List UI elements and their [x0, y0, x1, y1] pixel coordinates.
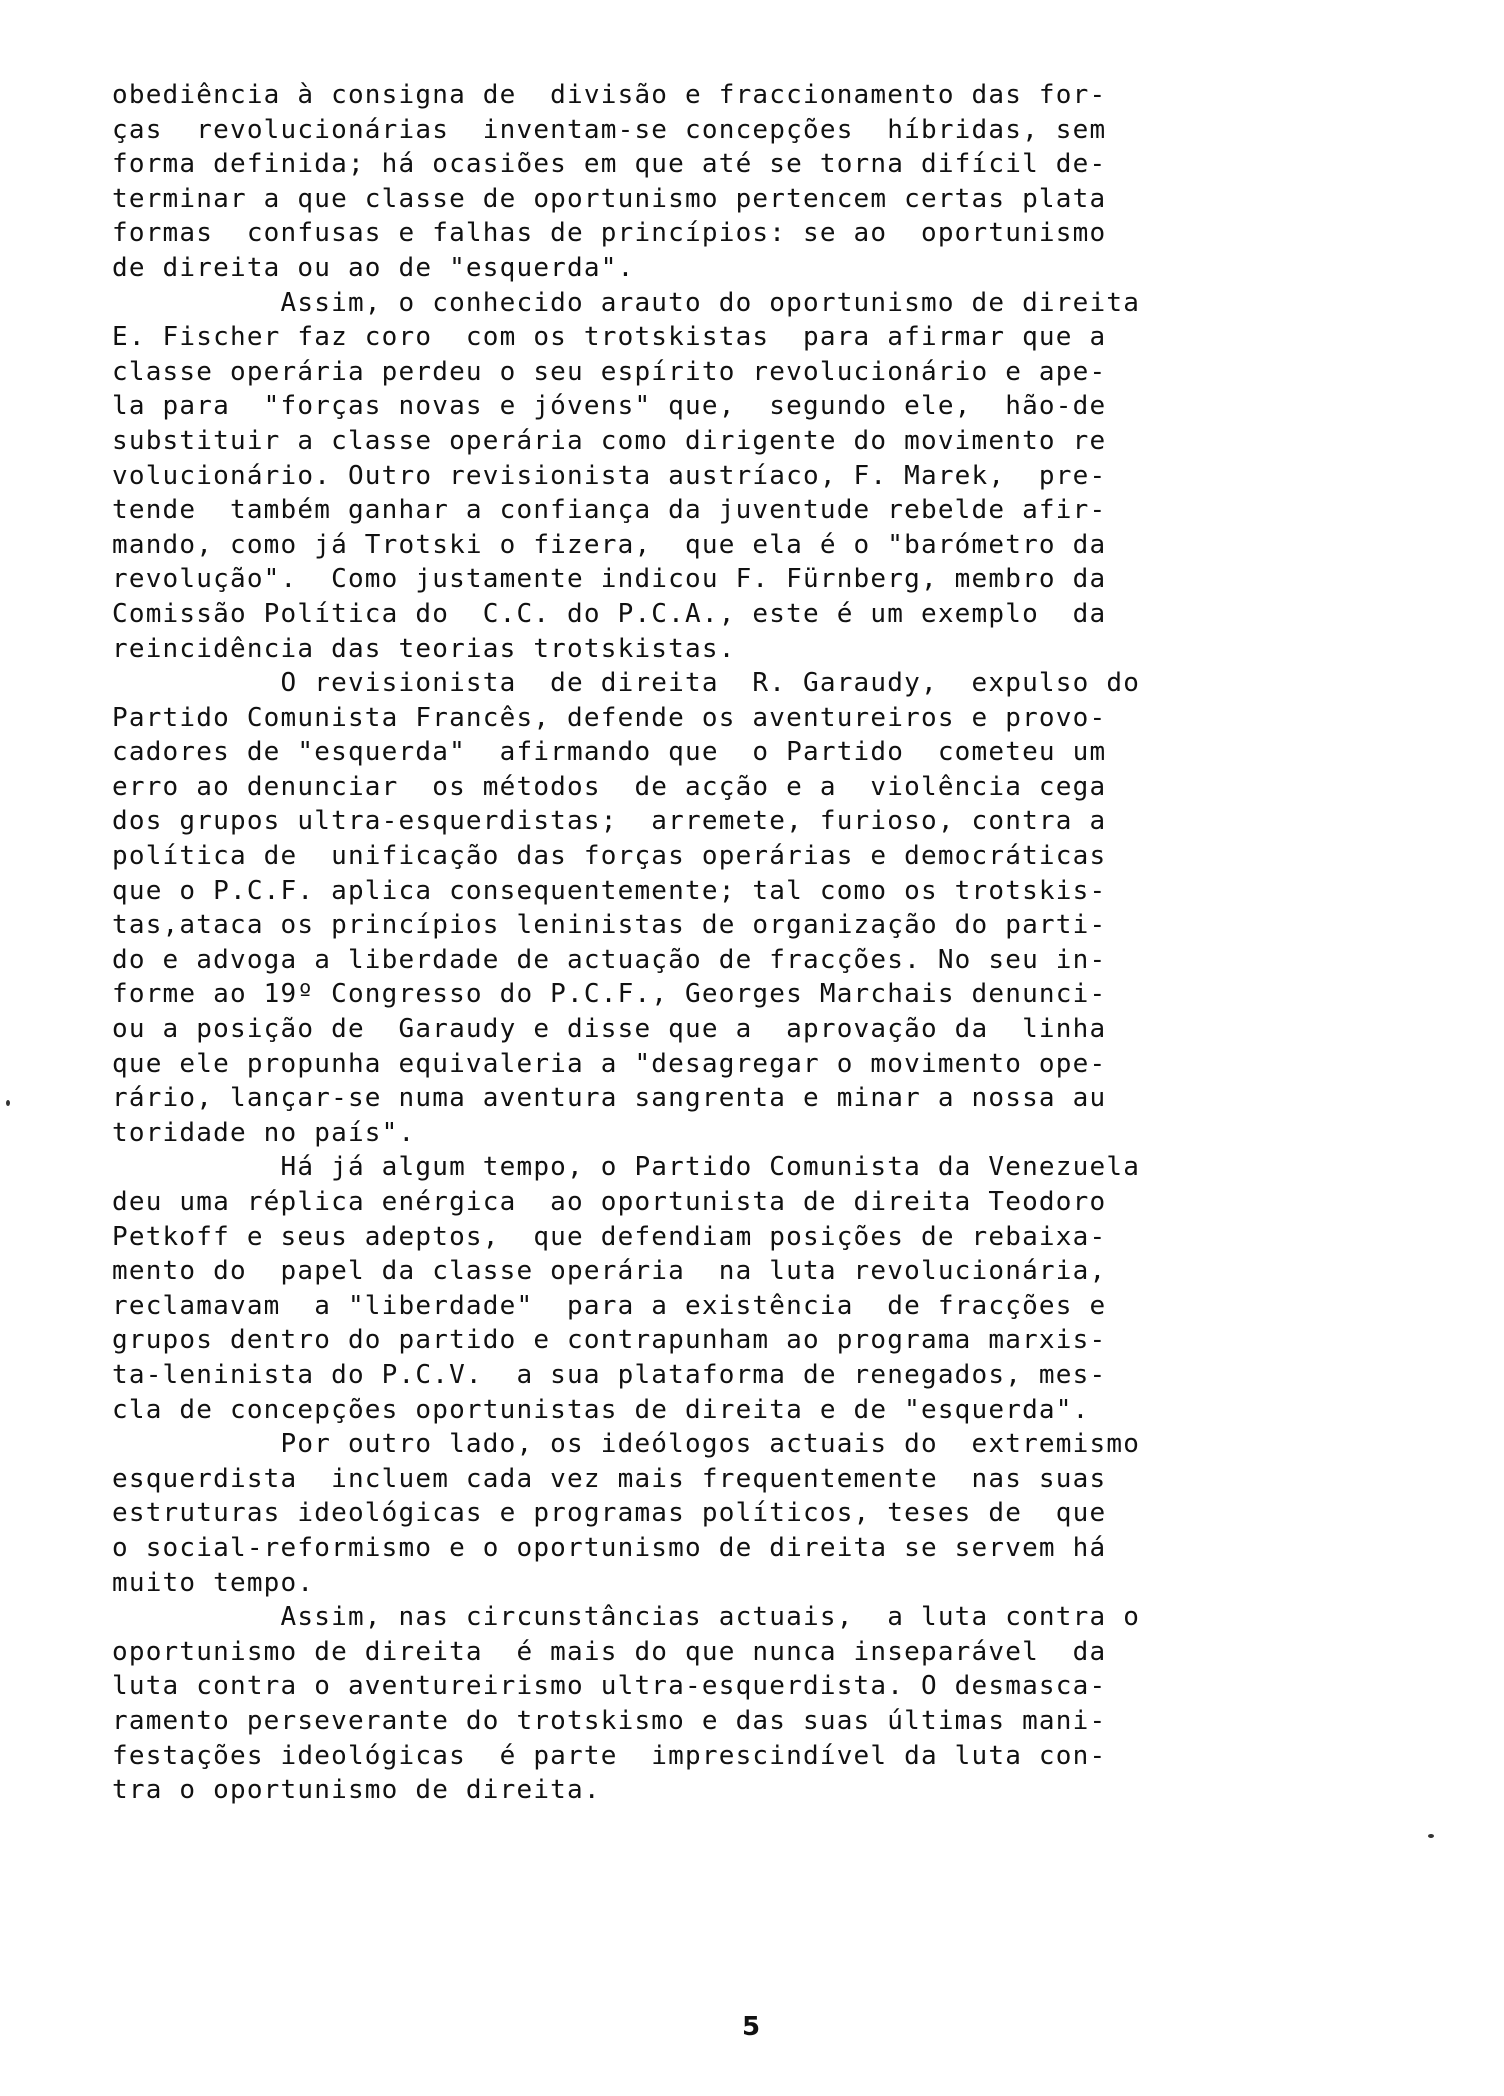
text-line: de direita ou ao de "esquerda". — [112, 252, 635, 283]
text-line: que ele propunha equivaleria a "desagregar o movimento ope- — [112, 1048, 1107, 1079]
text-line: ças revolucionárias inventam-se concepções híbridas, sem — [112, 114, 1107, 145]
text-line: forma definida; há ocasiões em que até se torna difícil de- — [112, 149, 1107, 180]
text-line: ou a posição de Garaudy e disse que a aprovação da linha — [112, 1014, 1107, 1045]
text-line: Por outro lado, os ideólogos actuais do extremismo — [112, 1429, 1141, 1460]
text-line: reclamavam a "liberdade" para a existência de fracções e — [112, 1290, 1107, 1321]
text-line: formas confusas e falhas de princípios: se ao oportunismo — [112, 218, 1107, 249]
text-line: terminar a que classe de oportunismo pertencem certas plata — [112, 183, 1107, 214]
text-line: cadores de "esquerda" afirmando que o Partido cometeu um — [112, 737, 1107, 768]
text-line: volucionário. Outro revisionista austríaco, F. Marek, pre- — [112, 460, 1107, 491]
text-line: forme ao 19º Congresso do P.C.F., Georges Marchais denunci- — [112, 979, 1107, 1010]
text-line: classe operária perdeu o seu espírito revolucionário e ape- — [112, 356, 1107, 387]
page-number: 5 — [742, 2012, 761, 2042]
scan-speck — [6, 1100, 10, 1106]
text-line: tas,ataca os princípios leninistas de organização do parti- — [112, 910, 1107, 941]
text-line: mando, como já Trotski o fizera, que ela é o "barómetro da — [112, 529, 1107, 560]
text-line: estruturas ideológicas e programas políticos, teses de que — [112, 1498, 1107, 1529]
text-line: obediência à consigna de divisão e fraccionamento das for- — [112, 80, 1107, 110]
text-line: Petkoff e seus adeptos, que defendiam posições de rebaixa- — [112, 1221, 1107, 1252]
text-line: tende também ganhar a confiança da juventude rebelde afir- — [112, 495, 1107, 526]
text-line: ramento perseverante do trotskismo e das suas últimas mani- — [112, 1705, 1107, 1736]
text-line: Partido Comunista Francês, defende os aventureiros e provo- — [112, 702, 1107, 733]
text-line: oportunismo de direita é mais do que nunca inseparável da — [112, 1636, 1107, 1667]
text-line: Assim, o conhecido arauto do oportunismo de direita — [112, 287, 1141, 318]
text-line: Assim, nas circunstâncias actuais, a luta contra o — [112, 1602, 1141, 1633]
text-line: esquerdista incluem cada vez mais frequentemente nas suas — [112, 1463, 1107, 1494]
text-line: grupos dentro do partido e contrapunham ao programa marxis- — [112, 1325, 1107, 1356]
text-line: o social-reformismo e o oportunismo de direita se servem há — [112, 1532, 1107, 1563]
body-text — [112, 78, 1382, 1808]
text-line: rário, lançar-se numa aventura sangrenta e minar a nossa au — [112, 1083, 1107, 1114]
text-line: deu uma réplica enérgica ao oportunista de direita Teodoro — [112, 1187, 1107, 1217]
text-line: festações ideológicas é parte imprescindível da luta con- — [112, 1740, 1107, 1771]
text-line: O revisionista de direita R. Garaudy, expulso do — [112, 668, 1141, 699]
text-line: muito tempo. — [112, 1567, 315, 1598]
text-line: substituir a classe operária como dirigente do movimento re — [112, 425, 1107, 456]
text-line: ta-leninista do P.C.V. a sua plataforma de renegados, mes- — [112, 1359, 1107, 1390]
text-line: dos grupos ultra-esquerdistas; arremete, furioso, contra a — [112, 806, 1107, 837]
text-line: E. Fischer faz coro com os trotskistas para afirmar que a — [112, 322, 1107, 353]
text-line: revolução". Como justamente indicou F. Fürnberg, membro da — [112, 564, 1107, 595]
text-line: do e advoga a liberdade de actuação de fracções. No seu in- — [112, 944, 1107, 975]
text-line: tra o oportunismo de direita. — [112, 1775, 601, 1806]
text-line: luta contra o aventureirismo ultra-esquerdista. O desmasca- — [112, 1671, 1107, 1702]
text-line: la para "forças novas e jóvens" que, segundo ele, hão-de — [112, 391, 1107, 422]
text-line: mento do papel da classe operária na luta revolucionária, — [112, 1256, 1107, 1287]
text-line: cla de concepções oportunistas de direita e de "esquerda". — [112, 1394, 1090, 1425]
text-line: erro ao denunciar os métodos de acção e a violência cega — [112, 771, 1107, 802]
scan-speck — [1428, 1834, 1434, 1838]
text-line: Comissão Política do C.C. do P.C.A., este é um exemplo da — [112, 598, 1107, 629]
text-line: reincidência das teorias trotskistas. — [112, 633, 736, 664]
text-line: toridade no país". — [112, 1117, 416, 1148]
text-line: Há já algum tempo, o Partido Comunista da Venezuela — [112, 1152, 1141, 1183]
text-line: política de unificação das forças operárias e democráticas — [112, 841, 1107, 872]
text-line: que o P.C.F. aplica consequentemente; tal como os trotskis- — [112, 875, 1107, 906]
